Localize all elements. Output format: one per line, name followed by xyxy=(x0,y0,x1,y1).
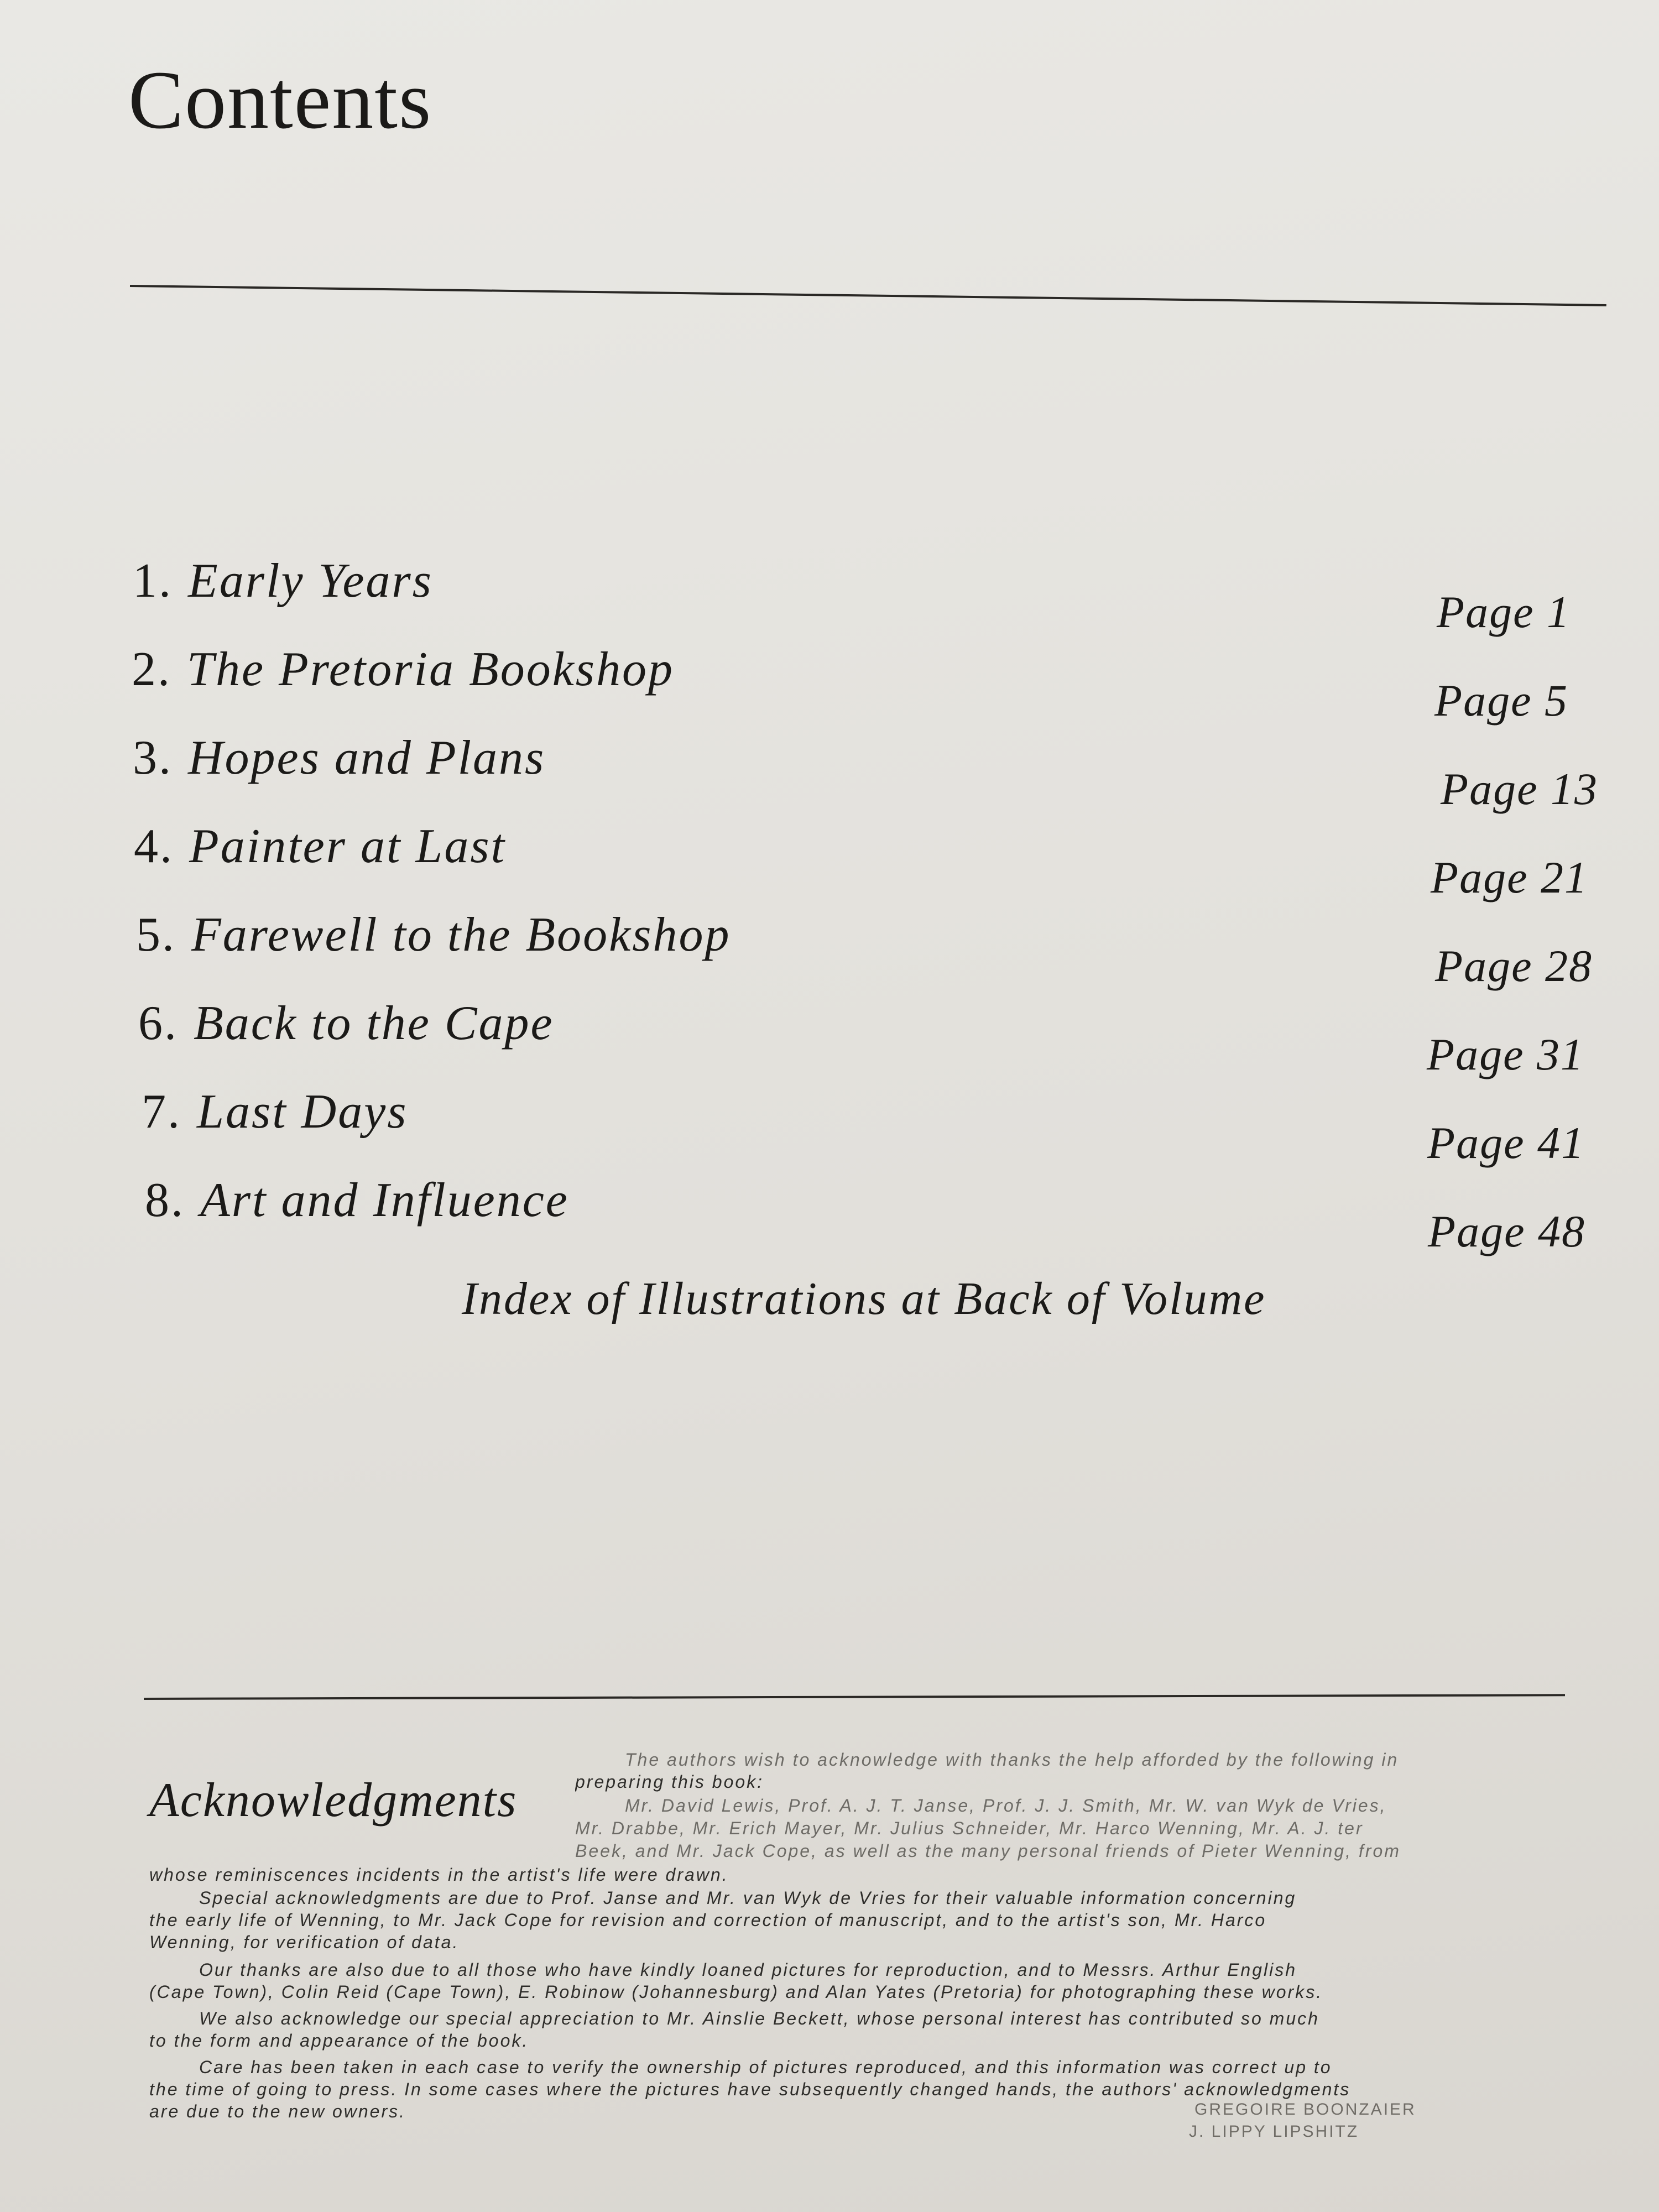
toc-entry-number: 3. xyxy=(133,731,173,785)
toc-entry-page: Page 1 xyxy=(1437,587,1571,637)
bottom-divider xyxy=(144,1694,1565,1700)
page-title: Contents xyxy=(128,54,432,146)
toc-entry-number: 1. xyxy=(133,554,173,608)
toc-entry-number: 5. xyxy=(136,908,176,962)
acknowledgments-text xyxy=(149,1742,1565,2129)
ack-line: Beek, and Mr. Jack Cope, as well as the many personal friends of Pieter Wenning, from xyxy=(575,1841,1401,1861)
author-name: J. LIPPY LIPSHITZ xyxy=(1189,2122,1359,2141)
toc-entry-page: Page 41 xyxy=(1427,1118,1585,1168)
toc-entry-label: Hopes and Plans xyxy=(188,731,546,785)
toc-entry xyxy=(142,1084,1585,1167)
ack-line: whose reminiscences incidents in the artist's life were drawn. xyxy=(149,1865,729,1885)
toc-entry-label: Early Years xyxy=(188,554,433,608)
toc-entry-number: 6. xyxy=(138,997,178,1050)
toc-entry-label: Farewell to the Bookshop xyxy=(191,908,731,962)
ack-line: Mr. David Lewis, Prof. A. J. T. Janse, Prof. J. J. Smith, Mr. W. van Wyk de Vries, xyxy=(625,1796,1387,1815)
ack-line: the early life of Wenning, to Mr. Jack Cope for revision and correction of manuscript, and to the artist's son, Mr. Harco xyxy=(149,1910,1267,1930)
ack-line: Wenning, for verification of data. xyxy=(149,1932,460,1952)
toc-entry-title xyxy=(145,1172,569,1228)
ack-line: to the form and appearance of the book. xyxy=(149,2031,529,2051)
toc-entry-label: The Pretoria Bookshop xyxy=(187,643,674,696)
toc-entry xyxy=(145,1172,1585,1255)
author-name: GREGOIRE BOONZAIER xyxy=(1194,2100,1416,2119)
ack-line: The authors wish to acknowledge with thanks the help afforded by the following in xyxy=(625,1750,1399,1770)
ack-line: We also acknowledge our special appreciation to Mr. Ainslie Beckett, whose personal interest has contributed so much xyxy=(199,2008,1319,2028)
toc-entry-title xyxy=(133,730,545,786)
toc-entry-title xyxy=(136,907,731,963)
toc-entry-number: 8. xyxy=(145,1173,185,1227)
toc-entry-label: Back to the Cape xyxy=(194,997,554,1050)
ack-line: (Cape Town), Colin Reid (Cape Town), E. Robinow (Johannesburg) and Alan Yates (Pretoria) for photographing these works. xyxy=(149,1982,1323,2002)
toc-entry-page: Page 13 xyxy=(1441,764,1598,814)
toc-entry-number: 2. xyxy=(132,643,171,696)
toc-entry-title xyxy=(133,553,433,609)
toc-entry-number: 4. xyxy=(134,820,174,873)
ack-line: Mr. Drabbe, Mr. Erich Mayer, Mr. Julius Schneider, Mr. Harco Wenning, Mr. A. J. ter xyxy=(575,1818,1364,1838)
toc-entry-label: Art and Influence xyxy=(200,1173,569,1227)
ack-line: the time of going to press. In some cases where the pictures have subsequently changed hands, the authors' acknowledgments xyxy=(149,2079,1351,2099)
ack-line: Our thanks are also due to all those who have kindly loaned pictures for reproduction, and to Messrs. Arthur English xyxy=(199,1960,1297,1980)
toc-entry-number: 7. xyxy=(142,1085,181,1139)
toc-entry-title xyxy=(134,818,506,874)
index-note: Index of Illustrations at Back of Volume xyxy=(462,1273,1266,1324)
ack-line: Special acknowledgments are due to Prof. Janse and Mr. van Wyk de Vries for their valuable information concerning xyxy=(199,1888,1297,1908)
toc-entry-title xyxy=(142,1084,408,1140)
toc-entry-page: Page 28 xyxy=(1435,941,1593,991)
acknowledgments-heading: Acknowledgments xyxy=(149,1773,518,1827)
toc-entry-page: Page 21 xyxy=(1431,852,1588,902)
toc-entry xyxy=(136,907,1593,990)
toc-entry-page: Page 5 xyxy=(1434,675,1568,726)
author-signatures xyxy=(1189,2099,1416,2143)
toc-entry xyxy=(133,730,1598,813)
toc-entry-title xyxy=(138,995,554,1051)
toc-entry-title xyxy=(132,641,674,697)
toc-entry-page: Page 31 xyxy=(1427,1029,1584,1079)
toc-entry xyxy=(134,818,1588,901)
toc-entry xyxy=(132,641,1568,724)
toc-entry xyxy=(133,553,1571,636)
toc-entry-label: Painter at Last xyxy=(189,820,507,873)
toc-entry-label: Last Days xyxy=(197,1085,408,1139)
toc-entry-page: Page 48 xyxy=(1428,1206,1585,1256)
toc-entry xyxy=(138,995,1584,1078)
ack-line: Care has been taken in each case to verify the ownership of pictures reproduced, and this information was correct up to xyxy=(199,2057,1332,2077)
ack-line: preparing this book: xyxy=(575,1772,764,1792)
ack-line: are due to the new owners. xyxy=(149,2101,406,2121)
